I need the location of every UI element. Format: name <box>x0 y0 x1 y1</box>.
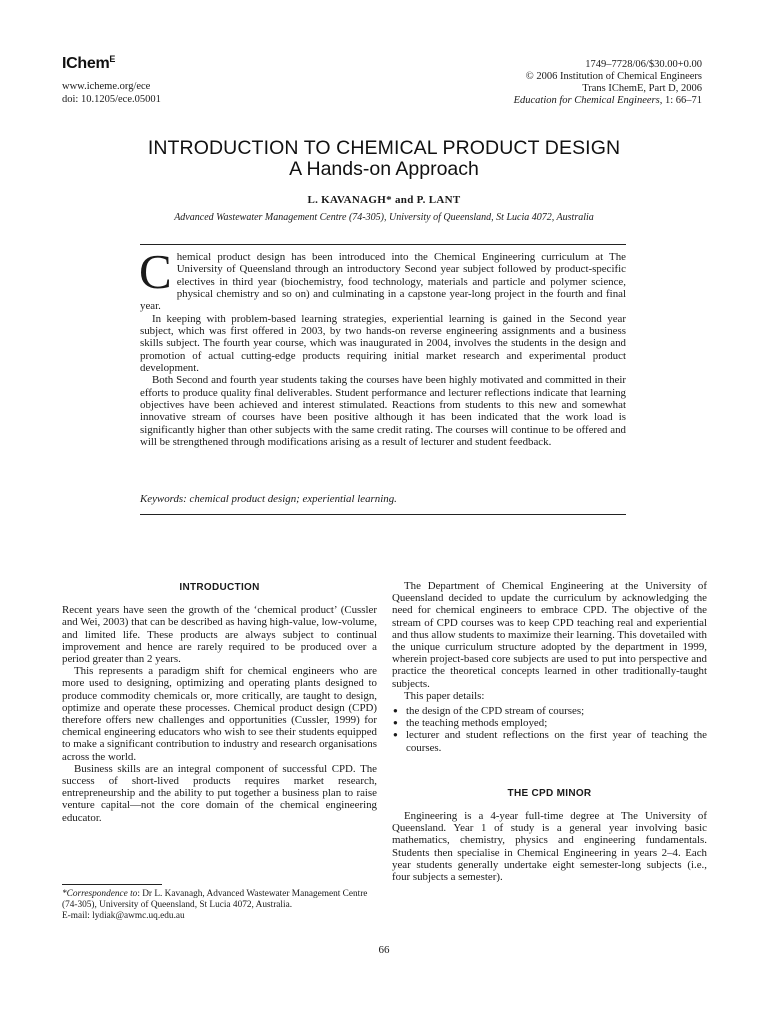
journal-reference <box>514 95 702 108</box>
doi: doi: 10.1205/ece.05001 <box>62 94 161 105</box>
authors: L. KAVANAGH* and P. LANT <box>307 194 461 206</box>
list-item: ● lecturer and student reflections on the first year of teaching the courses. <box>392 729 707 753</box>
correspondence-note: *Correspondence to: Dr L. Kavanagh, Advanced Wastewater Management Centre (74-305), University of Queensland, St Lucia 4072, Australia. <box>62 889 368 911</box>
icheme-logo: IChem$^E$ <box>62 54 116 72</box>
intro-paragraph-3: Business skills are an integral component of successful CPD. The success of short-lived products requires market research, entrepreneurship and the ability to put together a business plan to raise venture capital—not the core domain of the chemical engineering educator. <box>62 762 377 824</box>
copyright: © 2006 Institution of Chemical Engineers <box>525 71 702 82</box>
list-item: ● the design of the CPD stream of courses; <box>392 705 707 717</box>
footnote <box>62 889 382 923</box>
abstract-paragraph-2: In keeping with problem-based learning strategies, experiential learning is gained in the Second year subject, which was first offered in 2003, by two hands-on reverse engineering assignments and a business skills subject. The fourth year course, which was inaugurated in 2004, involves the students in the design and promotion of actual cutting-edge products requiring initial market research and experimental product development. <box>140 312 626 375</box>
correspondence-email[interactable]: E-mail: lydiak@awmc.uq.edu.au <box>62 911 185 922</box>
footnote-rule <box>62 884 162 885</box>
abstract-top-rule <box>140 244 626 245</box>
abstract-paragraph-3: Both Second and fourth year students taking the courses have been highly motivated and committed in their efforts to produce quality final deliverables. Student performance and lecturer reflections indicate that learning objectives have been achieved and interest stimulated. Reactions from students to this new and somewhat innovative stream of courses have been positive although it has been indicated that the work load is significantly higher than other subjects with the same credit rating. The courses will continue to be offered and will be strengthened through modifications arising as a result of lecturer and student feedback. <box>140 374 626 449</box>
journal-name: Education for Chemical Engineers <box>513 95 660 106</box>
section-heading-cpd-minor: THE CPD MINOR <box>507 787 592 799</box>
keywords: Keywords: chemical product design; experiential learning. <box>140 493 397 505</box>
correspondence-label: *Correspondence to <box>62 889 138 899</box>
section-heading-introduction: INTRODUCTION <box>179 582 260 593</box>
cpd-paragraph-1: Engineering is a 4-year full-time degree at The University of Queensland. Year 1 of study is a general year involving basic mathematics, chemistry, physics and engineering fundamentals. Students then specialise in Chemical Engineering in years 2–4. Each year students generally undertake eight semester-long subjects (i.e., four subjects a semester). <box>392 810 707 884</box>
list-item: ● the teaching methods employed; <box>392 717 707 729</box>
page-number: 66 <box>378 944 390 956</box>
affiliation: Advanced Wastewater Management Centre (74-305), University of Queensland, St Lucia 4072, Australia <box>174 212 594 223</box>
issn: 1749–7728/06/$30.00+0.00 <box>585 59 702 70</box>
paper-title: INTRODUCTION TO CHEMICAL PRODUCT DESIGN <box>147 137 621 159</box>
journal-url[interactable]: www.icheme.org/ece <box>62 81 151 92</box>
intro-paragraph-1: Recent years have seen the growth of the ‘chemical product’ (Cussler and Wei, 2003) that can be described as having high-value, low-volume, and limited life. These products are always subject to continual improvement and hence are rarely required to be produced over a period greater than 2 years. <box>62 604 377 666</box>
right-paragraph-1: The Department of Chemical Engineering at the University of Queensland decided to update the curriculum by acknowledging the need for chemical engineers to embrace CPD. The objective of the stream of CPD courses was to keep CPD teaching real and experiential and thus allow students to maximize their learning. This dovetailed with the unique curriculum structure adopted by the department in 1999, wherein project-based core subjects are used to put into perspective and practice the theoretical concepts learned in other traditionally-taught subjects. <box>392 580 707 690</box>
abstract-paragraph-1: Chemical product design has been introduced into the Chemical Engineering curriculum at The University of Queensland through an introductory Second year subject followed by product-specific electives in third year (biochemistry, food technology, materials and particle and polymer science, physical chemistry and so on) and culminating in a capstone year-long project in the fourth and final year. <box>139 244 626 313</box>
paper-subtitle: A Hands-on Approach <box>289 158 479 180</box>
left-column <box>62 580 377 824</box>
journal-volume-pages: , 1: 66–71 <box>659 95 702 106</box>
trans-reference: Trans IChemE, Part D, 2006 <box>582 83 702 94</box>
intro-paragraph-2: This represents a paradigm shift for chemical engineers who are more used to designing, optimizing and operating plants designed to produce commodity chemicals or, more critically, are taught to design, optimize and operate these processes. Chemical product design (CPD) therefore offers new challenges and opportunities (Cussler, 1999) for chemical engineering educators who wish to see their students equipped to make a significant contribution to industry and research organisations across the world. <box>62 665 377 763</box>
drop-cap: C <box>139 244 172 299</box>
right-paragraph-2: This paper details: <box>404 689 485 702</box>
right-column <box>392 580 707 883</box>
details-list <box>392 705 707 754</box>
abstract-bottom-rule <box>140 514 626 515</box>
abstract <box>139 244 626 449</box>
